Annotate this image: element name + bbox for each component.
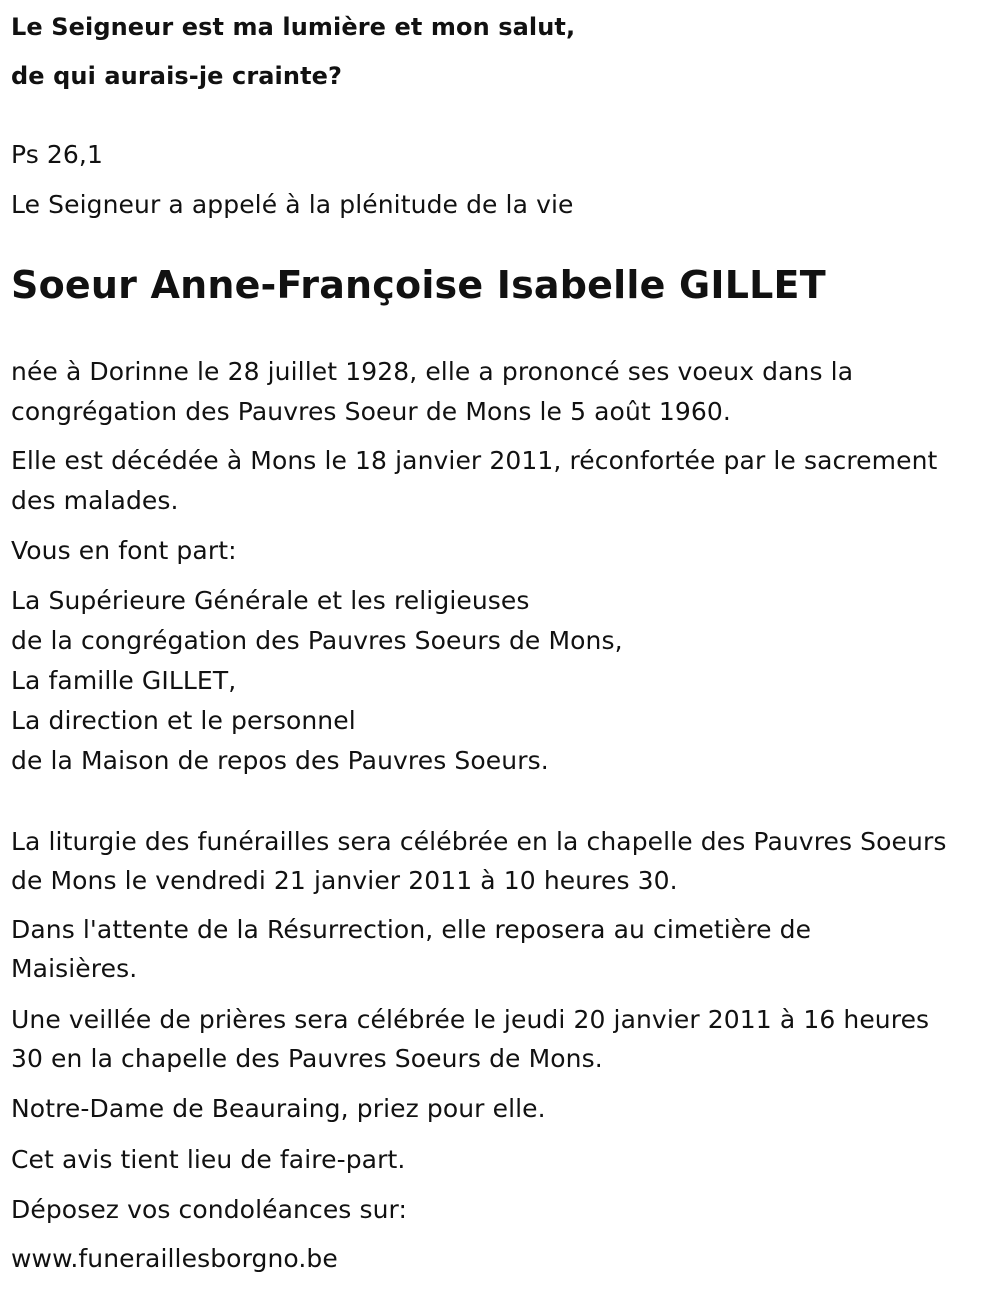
condolences-url: www.funeraillesborgno.be <box>11 1244 338 1273</box>
birth-line-2: congrégation des Pauvres Soeur de Mons le 5 août 1960. <box>11 397 731 426</box>
burial-line-2: Maisières. <box>11 954 138 983</box>
intro-text: Le Seigneur a appelé à la plénitude de la vie <box>11 190 574 219</box>
verse-line-2: de qui aurais-je crainte? <box>11 62 343 90</box>
deceased-name: Soeur Anne-Françoise Isabelle GILLET <box>11 263 826 307</box>
verse-line-1: Le Seigneur est ma lumière et mon salut, <box>11 13 576 41</box>
death-line-1: Elle est décédée à Mons le 18 janvier 2011, réconfortée par le sacrement <box>11 446 938 475</box>
birth-line-1: née à Dorinne le 28 juillet 1928, elle a prononcé ses voeux dans la <box>11 357 854 386</box>
notice-text: Cet avis tient lieu de faire-part. <box>11 1145 406 1174</box>
condolences-label: Déposez vos condoléances sur: <box>11 1195 408 1224</box>
announcement-text: Vous en font part: <box>11 536 237 565</box>
family-line-3: La famille GILLET, <box>11 666 237 695</box>
liturgy-line-1: La liturgie des funérailles sera célébrée en la chapelle des Pauvres Soeurs <box>11 827 947 856</box>
psalm-reference: Ps 26,1 <box>11 140 103 169</box>
family-line-1: La Supérieure Générale et les religieuses <box>11 586 530 615</box>
prayer-text: Notre-Dame de Beauraing, priez pour elle. <box>11 1094 546 1123</box>
vigil-line-2: 30 en la chapelle des Pauvres Soeurs de Mons. <box>11 1044 603 1073</box>
liturgy-line-2: de Mons le vendredi 21 janvier 2011 à 10 heures 30. <box>11 866 678 895</box>
burial-line-1: Dans l'attente de la Résurrection, elle reposera au cimetière de <box>11 915 812 944</box>
family-line-2: de la congrégation des Pauvres Soeurs de Mons, <box>11 626 623 655</box>
family-line-4: La direction et le personnel <box>11 706 356 735</box>
death-line-2: des malades. <box>11 486 179 515</box>
vigil-line-1: Une veillée de prières sera célébrée le jeudi 20 janvier 2011 à 16 heures <box>11 1005 930 1034</box>
family-line-5: de la Maison de repos des Pauvres Soeurs. <box>11 746 549 775</box>
